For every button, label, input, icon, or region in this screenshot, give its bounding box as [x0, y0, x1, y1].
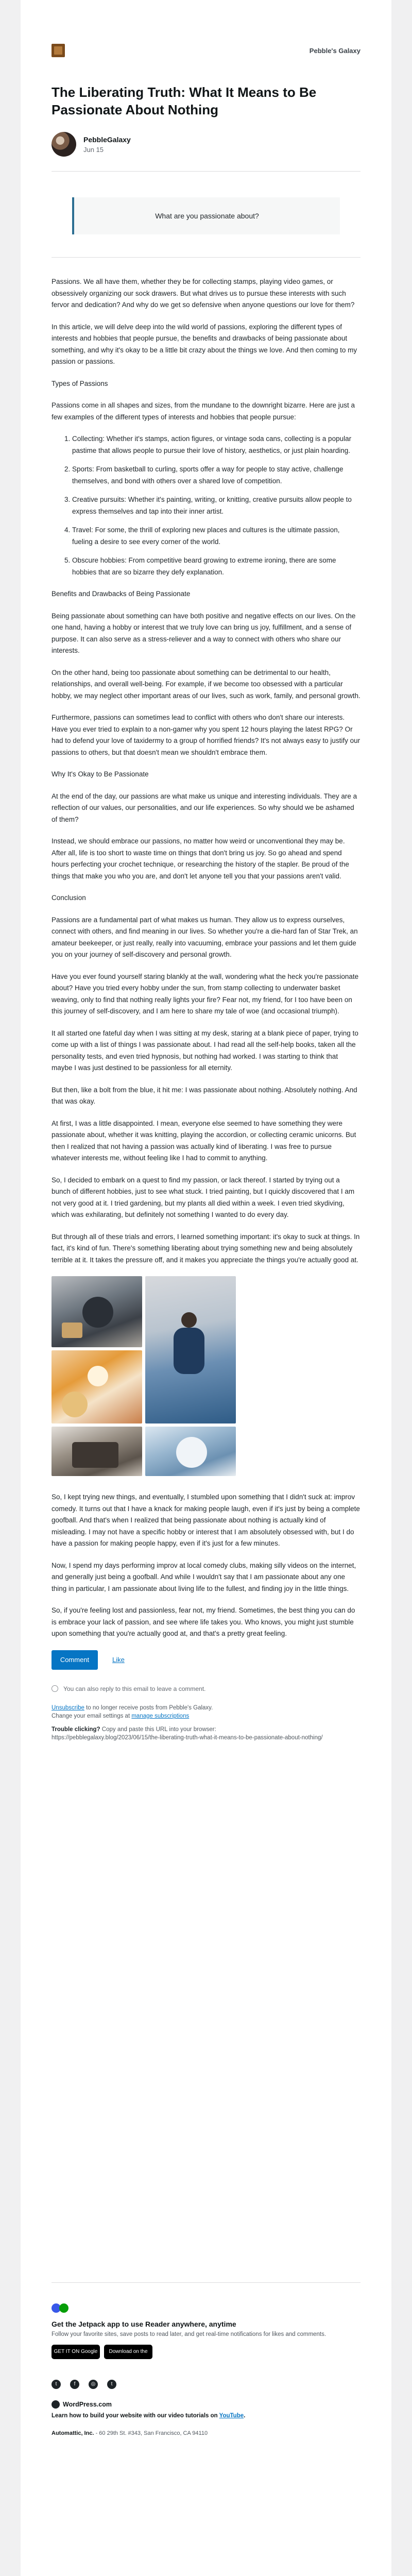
paragraph: At the end of the day, our passions are what make us unique and interesting individuals. They are a reflection of our values, our personalities, and our life experiences. So why should we be ashamed of them?: [52, 792, 357, 823]
learn-prefix: Learn how to build your website with our video tutorials on: [52, 2413, 219, 2419]
social-links: [52, 2380, 360, 2389]
paragraph: On the other hand, being too passionate about something can be detrimental to our health, relationships, and overall well-being. For example, if we become too obsessed with a particular hobby, we may neglect other important areas of our lives, such as work, family, and personal growth.: [52, 668, 360, 700]
section-heading: Why It's Okay to Be Passionate: [52, 770, 149, 778]
twitter-icon[interactable]: t: [52, 2380, 61, 2389]
paragraph: Passions. We all have them, whether they be for collecting stamps, playing video games, or obsessively organizing our sock drawers. But what drives us to pursue these interests with such fervor and dedication? And why do we get so defensive when anyone questions our love for them?: [52, 278, 355, 309]
app-store-button[interactable]: Download on the App Store: [104, 2345, 152, 2359]
reply-note-text: You can also reply to this email to leave a comment.: [63, 1685, 206, 1692]
learn-suffix: .: [244, 2413, 246, 2419]
unsubscribe-link[interactable]: Unsubscribe: [52, 1704, 84, 1711]
paragraph: Passions come in all shapes and sizes, from the mundane to the downright bizarre. Here are just a few examples of the different types of interests and hobbies that people pursue:: [52, 401, 355, 421]
info-icon: [52, 1685, 58, 1692]
manage-subscriptions-link[interactable]: manage subscriptions: [131, 1713, 190, 1719]
post-url[interactable]: https://pebblegalaxy.blog/2023/06/15/the-liberating-truth-what-it-means-to-be-passionate-about-nothing/: [52, 1734, 323, 1741]
post-content: [52, 276, 360, 1640]
app-logos: [52, 2303, 360, 2313]
gallery-photo-reading[interactable]: [52, 1427, 142, 1476]
gallery-photo-outdoor[interactable]: [145, 1427, 236, 1476]
paragraph: But then, like a bolt from the blue, it hit me: I was passionate about nothing. Absolutely nothing. And that was okay.: [52, 1086, 357, 1105]
wordpress-logo-icon: [52, 2400, 60, 2409]
wordpress-brand[interactable]: [52, 2400, 360, 2409]
list-item: 2. Sports: From basketball to curling, sports offer a way for people to stay active, challenge themselves, and bond with others over a shared love of competition.: [72, 464, 360, 487]
header: [52, 0, 360, 61]
youtube-link[interactable]: YouTube: [219, 2413, 244, 2419]
paragraph: Now, I spend my days performing improv at local comedy clubs, making silly videos on the internet, and generally just being a goofball. And while I wouldn't say that I am passionate about any one thing in particular, I am passionate about living life to the fullest, and finding joy in the little things.: [52, 1561, 356, 1592]
paragraph: Passions are a fundamental part of what makes us human. They allow us to express ourselves, connect with others, and find meaning in our lives. So whether you're a die-hard fan of Star Trek, an amateur beekeeper, or just really, really into vacuuming, embrace your passions and let them guide you on your journey of self-discovery and personal growth.: [52, 916, 358, 958]
post-title[interactable]: The Liberating Truth: What It Means to Be Passionate About Nothing: [52, 84, 317, 117]
callout-quote: What are you passionate about?: [72, 197, 340, 234]
paragraph: It all started one fateful day when I was sitting at my desk, staring at a blank piece of paper, trying to come up with a list of things I was passionate about. I had read all the self-help books, taken all the personality tests, and even tried hypnosis, but nothing had worked. I was starting to think that maybe I was just destined to be passionless for all eternity.: [52, 1029, 358, 1072]
paragraph: So, I decided to embark on a quest to find my passion, or lack thereof. I started by trying out a bunch of different hobbies, just to see what stuck. I tried painting, but I quickly discovered that I am not very good at it. I tried gardening, but my plants all died within a week. I even tried skydiving, which was exhilarating, but definitely not something I wanted to do every day.: [52, 1176, 355, 1218]
change-email-text: Change your email settings at: [52, 1713, 132, 1719]
gallery-photo-skateboarder[interactable]: [145, 1276, 236, 1423]
app-promo-title: Get the Jetpack app to use Reader anywhere, anytime: [52, 2320, 236, 2328]
list-item: 1. Collecting: Whether it's stamps, action figures, or vintage soda cans, collecting is a popular pastime that allows people to pursue their love of history, aesthetics, or just plain hoarding.: [72, 433, 360, 456]
google-play-button[interactable]: GET IT ON Google Play: [52, 2345, 100, 2359]
post-actions: [52, 1650, 360, 1670]
paragraph: Furthermore, passions can sometimes lead to conflict with others who don't share our interests. Have you ever tried to explain to a non-gamer why you spent 12 hours playing the latest RPG? Or had to defend your love of taxidermy to a group of horrified friends? It's not always easy to justify our passions to others, but that doesn't mean we shouldn't embrace them.: [52, 714, 360, 756]
trouble-notice: [52, 1725, 360, 1742]
company-name: Automattic, Inc.: [52, 2430, 94, 2436]
trouble-text: Copy and paste this URL into your browser:: [100, 1726, 216, 1733]
site-name[interactable]: Pebble's Galaxy: [309, 46, 360, 55]
instagram-icon[interactable]: ◎: [89, 2380, 98, 2389]
paragraph: So, I kept trying new things, and eventually, I stumbled upon something that I didn't suck at: improv comedy. It turns out that I have a knack for making people laugh, even if it's just by being a complete goofball. And that's when I realized that being passionate about nothing is actually kind of misleading. I may not have a specific hobby or interest that I am absolutely obsessed with, but I do have a passion for making people happy, even if it's just for a few minutes.: [52, 1493, 360, 1547]
footer: [21, 2282, 391, 2436]
reply-note: [52, 1685, 360, 1692]
list-item: 3. Creative pursuits: Whether it's painting, writing, or knitting, creative pursuits allow people to express themselves and tap into their inner artist.: [72, 494, 360, 517]
wordpress-brand-name: WordPress.com: [63, 2401, 112, 2408]
section-heading: Conclusion: [52, 894, 86, 902]
paragraph: Instead, we should embrace our passions, no matter how weird or unconventional they may be. After all, life is too short to waste time on things that don't bring us joy. So go ahead and spend hours perfecting your crochet technique, or researching the history of the stapler. Be proud of the things that make you who you are, and don't let anyone tell you that your passions aren't valid.: [52, 837, 349, 880]
paragraph: In this article, we will delve deep into the wild world of passions, exploring the different types of interests and hobbies that people pursue, the benefits and drawbacks of being passionate about something, and why it's okay to be a little bit crazy about the things we love. And then coming to my passion or passions.: [52, 323, 357, 365]
facebook-icon[interactable]: f: [70, 2380, 79, 2389]
author-row: [52, 132, 360, 157]
jetpack-app-icon: [59, 2303, 68, 2313]
gallery-photo-creative-workspace[interactable]: [52, 1276, 142, 1347]
list-item: 5. Obscure hobbies: From competitive beard growing to extreme ironing, there are some hobbies that are so bizarre they defy explanation.: [72, 555, 360, 578]
unsubscribe-text: to no longer receive posts from Pebble's Galaxy.: [84, 1704, 213, 1711]
author-name[interactable]: PebbleGalaxy: [83, 135, 131, 144]
divider: [52, 171, 360, 172]
photo-gallery: [52, 1276, 236, 1476]
paragraph: Being passionate about something can have both positive and negative effects on our lives. On the one hand, having a hobby or interest that we truly love can bring us joy, fulfillment, and a sense of purpose. It can also serve as a stress-reliever and a way to connect with others who share our interests.: [52, 612, 356, 654]
list-item: 4. Travel: For some, the thrill of exploring new places and cultures is the ultimate passion, fueling a desire to see every corner of the world.: [72, 524, 360, 548]
section-heading: Types of Passions: [52, 379, 108, 387]
site-logo[interactable]: [52, 44, 65, 57]
company-address: [52, 2430, 360, 2436]
comment-button[interactable]: Comment: [52, 1650, 98, 1670]
avatar: [52, 132, 76, 157]
company-address-text: - 60 29th St. #343, San Francisco, CA 94110: [94, 2430, 208, 2436]
footer-divider: [52, 2282, 360, 2283]
like-link[interactable]: Like: [112, 1656, 125, 1664]
subscription-notice: [52, 1704, 360, 1720]
paragraph: So, if you're feeling lost and passionless, fear not, my friend. Sometimes, the best thing you can do is embrace your lack of passion, and see where life takes you. Who knows, you might just stumble upon something that you're actually good at, and that's a pretty great feeling.: [52, 1606, 355, 1637]
types-list: [52, 433, 360, 578]
app-promo-subtitle: Follow your favorite sites, save posts to read later, and get real-time notifications for likes and comments.: [52, 2331, 327, 2337]
paragraph: At first, I was a little disappointed. I mean, everyone else seemed to have something they were passionate about, whether it was knitting, playing the accordion, or collecting ceramic unicorns. But then I realized that not having a passion was actually kind of liberating. I was free to pursue whatever interests me, without feeling like I had to commit to anything.: [52, 1119, 356, 1162]
section-heading: Benefits and Drawbacks of Being Passionate: [52, 590, 191, 598]
tumblr-icon[interactable]: t: [107, 2380, 116, 2389]
divider: [52, 257, 360, 258]
app-store-buttons: [52, 2345, 360, 2369]
gallery-photo-dancer[interactable]: [52, 1350, 142, 1423]
learn-text: [52, 2413, 360, 2419]
paragraph: Have you ever found yourself staring blankly at the wall, wondering what the heck you're passionate about? Have you tried every hobby under the sun, from stamp collecting to underwater basket weaving, only to find that nothing really lights your fire? Fear not, my friend, for I too have been on this journey of self-discovery, and I am here to share my tale of woe (and occasional triumph).: [52, 972, 359, 1015]
trouble-label: Trouble clicking?: [52, 1726, 100, 1733]
post-date: Jun 15: [83, 145, 104, 154]
paragraph: But through all of these trials and errors, I learned something important: it's okay to suck at things. In fact, it's kind of fun. There's something liberating about trying something new and being absolutely terrible at it. It takes the pressure off, and it makes you appreciate the things you're actually good at.: [52, 1232, 360, 1264]
email-page: [21, 0, 391, 2576]
